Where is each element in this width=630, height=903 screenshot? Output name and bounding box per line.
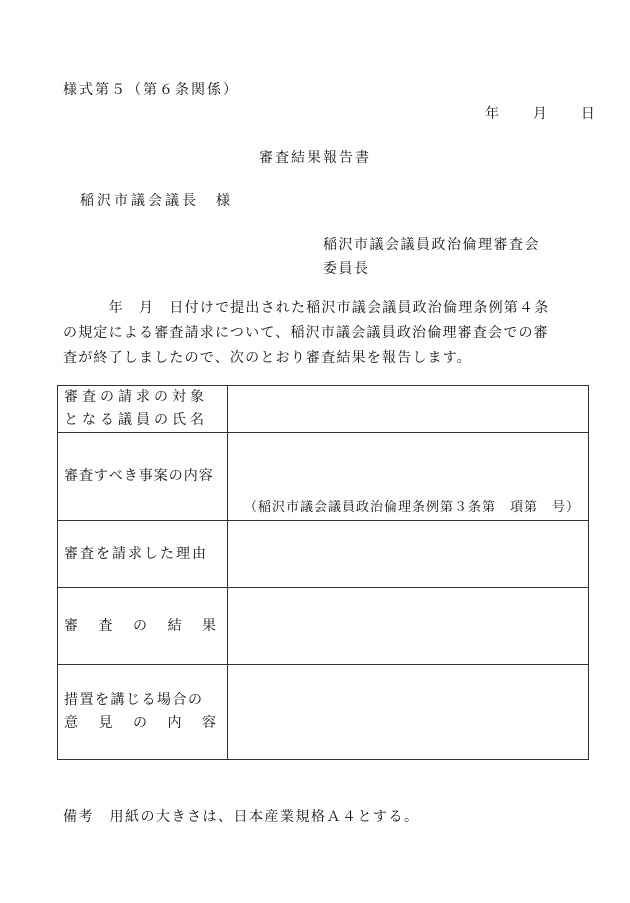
- date-month-label: 月: [532, 106, 548, 122]
- report-body-line: 年 月 日付けで提出された稲沢市議会議員政治倫理条例第４条: [63, 300, 550, 316]
- label-char: の: [133, 617, 148, 634]
- label-char: 審: [64, 617, 79, 634]
- table-row-measure-opinion: [58, 665, 589, 760]
- label-char: 結: [167, 617, 183, 634]
- label-measure-opinion: [58, 665, 228, 760]
- label-char: 容: [202, 715, 217, 731]
- label-char: 意: [64, 715, 79, 731]
- label-char: 内: [167, 715, 183, 731]
- label-line: 審査の請求の対象: [64, 389, 208, 405]
- date-day-label: 日: [580, 106, 596, 122]
- addressee: 稲沢市議会議長 様: [80, 193, 233, 209]
- label-target-member: [58, 386, 228, 433]
- field-request-reason[interactable]: [228, 521, 589, 588]
- report-table: [57, 385, 589, 760]
- field-case-content[interactable]: [228, 433, 589, 521]
- table-row-review-result: [58, 588, 589, 665]
- date-year-label: 年: [485, 106, 500, 122]
- date-line: [485, 103, 596, 123]
- label-line: 審査を請求した理由: [64, 545, 208, 562]
- label-char: 査: [98, 617, 114, 634]
- report-body: [63, 296, 593, 371]
- label-char: 見: [98, 715, 114, 731]
- sender-role: 委員長: [323, 261, 370, 277]
- report-body-line: の規定による審査請求について、稲沢市議会議員政治倫理審査会での審: [63, 325, 549, 341]
- label-line: 審査すべき事案の内容: [64, 468, 214, 484]
- field-target-member[interactable]: [228, 386, 589, 433]
- label-char: の: [133, 715, 148, 731]
- label-line: 措置を講じる場合の: [64, 692, 204, 708]
- form-number: 様式第５（第６条関係）: [63, 82, 239, 98]
- table-row-request-reason: [58, 521, 589, 588]
- field-measure-opinion[interactable]: [228, 665, 589, 760]
- table-row-case-content: [58, 433, 589, 521]
- label-review-result: [58, 588, 228, 665]
- field-review-result[interactable]: [228, 588, 589, 665]
- sender-organization: 稲沢市議会議員政治倫理審査会: [323, 237, 540, 253]
- report-body-line: 査が終了しましたので、次のとおり審査結果を報告します。: [63, 350, 472, 366]
- document-title: 審査結果報告書: [259, 150, 371, 166]
- label-request-reason: [58, 521, 228, 588]
- label-char: 果: [202, 617, 217, 634]
- table-row-target-member: [58, 386, 589, 433]
- label-case-content: [58, 433, 228, 521]
- remarks-note: 備考 用紙の大きさは、日本産業規格Ａ４とする。: [63, 809, 420, 825]
- label-line: となる議員の氏名: [64, 412, 208, 428]
- ordinance-reference-note: （稲沢市議会議員政治倫理条例第３条第 項第 号）: [243, 500, 580, 515]
